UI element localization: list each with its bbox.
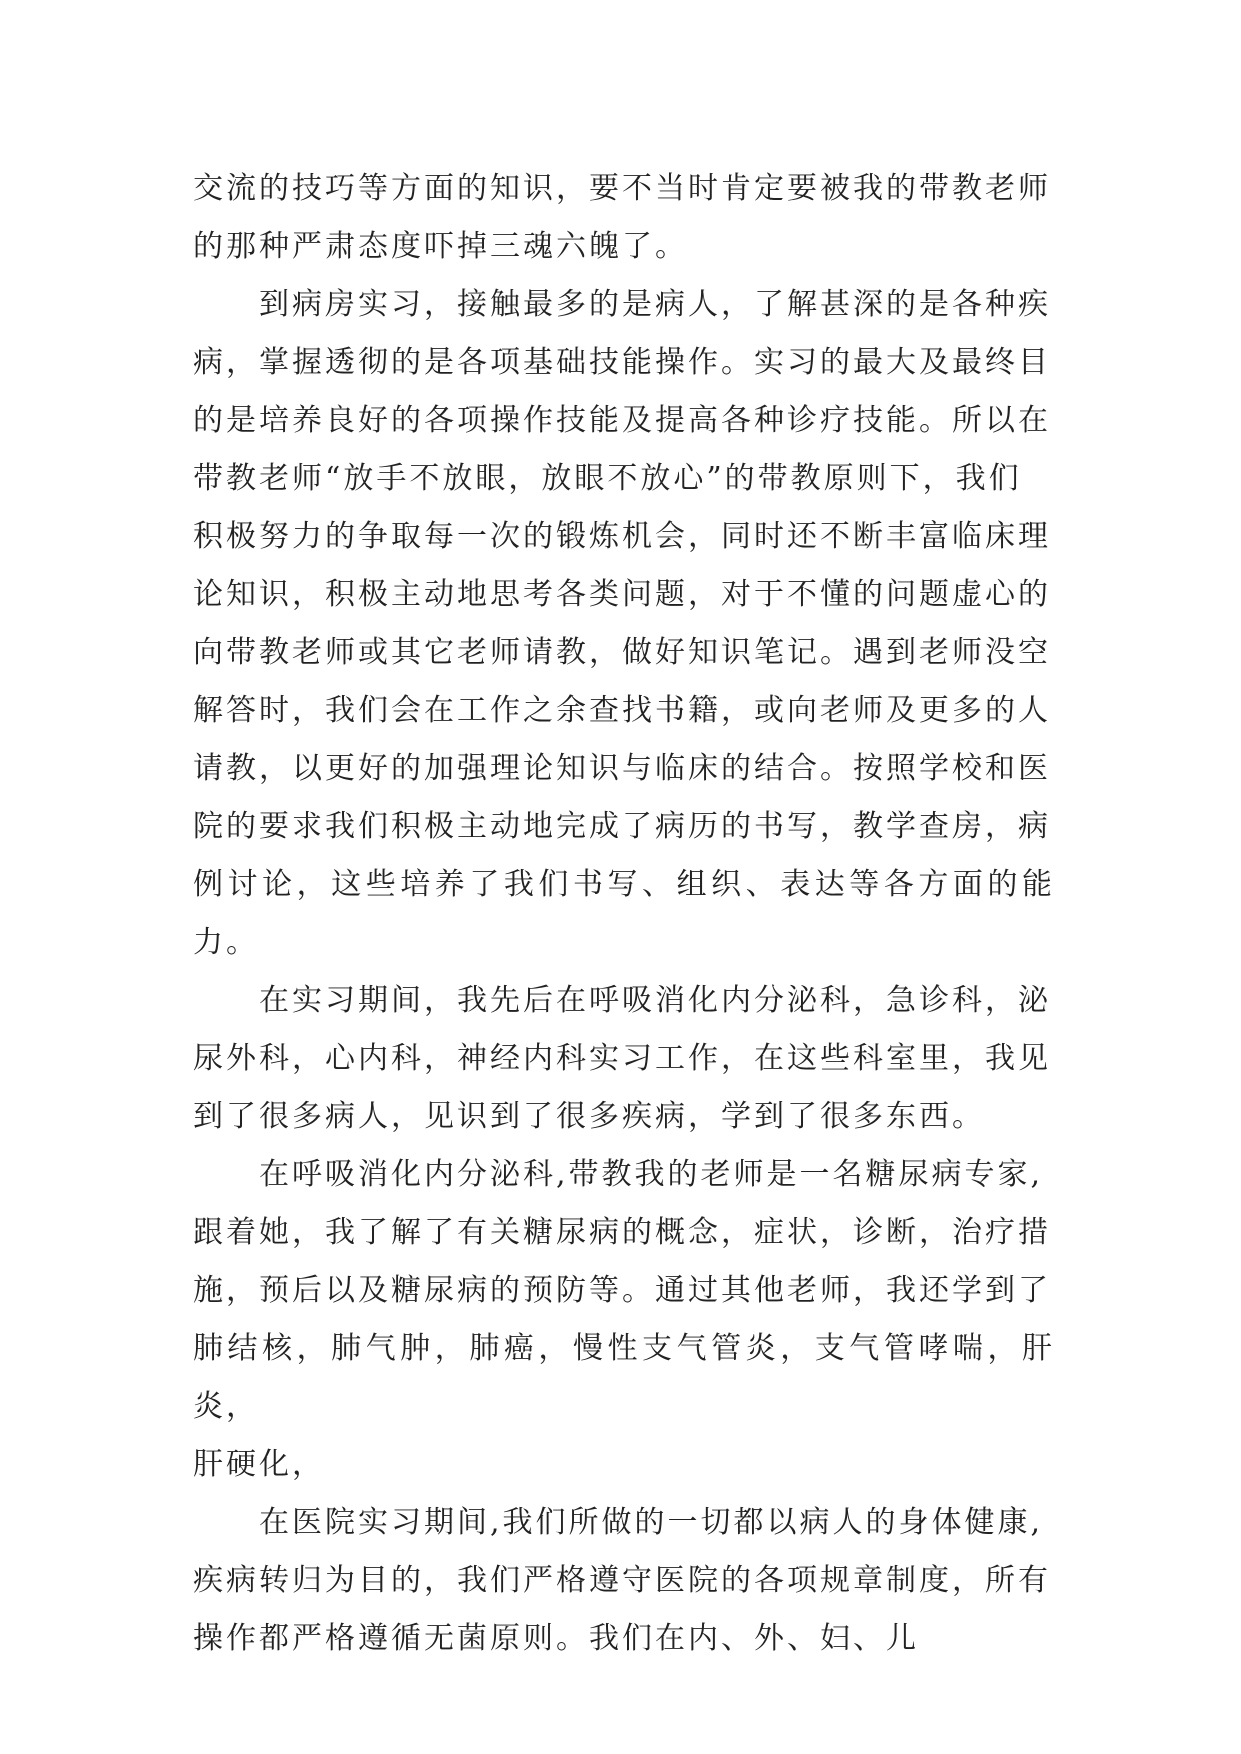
text-line: 到了很多病人，见识到了很多疾病，学到了很多东西。 [193, 1099, 985, 1134]
text-line: 跟着她，我了解了有关糖尿病的概念，症状，诊断，治疗措 [193, 1215, 1051, 1250]
text-line: 请教，以更好的加强理论知识与临床的结合。按照学校和医 [193, 751, 1051, 786]
text-line: 病，掌握透彻的是各项基础技能操作。实习的最大及最终目 [193, 345, 1051, 380]
text-line: 疾病转归为目的，我们严格遵守医院的各项规章制度，所有 [193, 1563, 1051, 1598]
text-line: 到病房实习，接触最多的是病人，了解甚深的是各种疾 [259, 287, 1051, 322]
text-line: 肝硬化， [193, 1447, 325, 1482]
text-line: 解答时，我们会在工作之余查找书籍，或向老师及更多的人 [193, 693, 1051, 728]
text-line: 肺结核，肺气肿，肺癌，慢性支气管炎，支气管哮喘，肝炎， [193, 1331, 1055, 1424]
paragraph-1 [193, 160, 1055, 276]
text-line: 在实习期间，我先后在呼吸消化内分泌科，急诊科，泌 [259, 983, 1051, 1018]
text-line: 向带教老师或其它老师请教，做好知识笔记。遇到老师没空 [193, 635, 1051, 670]
text-line: 论知识，积极主动地思考各类问题，对于不懂的问题虚心的 [193, 577, 1051, 612]
text-line: 的那种严肃态度吓掉三魂六魄了。 [193, 229, 688, 264]
text-line: 在医院实习期间,我们所做的一切都以病人的身体健康, [259, 1505, 1044, 1540]
paragraph-3 [193, 972, 1055, 1146]
text-line: 在呼吸消化内分泌科,带教我的老师是一名糖尿病专家, [259, 1157, 1044, 1192]
document-body [193, 160, 1055, 1668]
text-line: 施，预后以及糖尿病的预防等。通过其他老师，我还学到了 [193, 1273, 1051, 1308]
text-line: 带教老师“放手不放眼，放眼不放心”的带教原则下，我们 [193, 461, 1022, 496]
paragraph-4 [193, 1146, 1055, 1494]
text-line: 院的要求我们积极主动地完成了病历的书写，教学查房，病 [193, 809, 1051, 844]
text-line: 的是培养良好的各项操作技能及提高各种诊疗技能。所以在 [193, 403, 1051, 438]
paragraph-2 [193, 276, 1055, 972]
paragraph-5 [193, 1494, 1055, 1668]
text-line: 尿外科，心内科，神经内科实习工作，在这些科室里，我见 [193, 1041, 1051, 1076]
text-line: 交流的技巧等方面的知识，要不当时肯定要被我的带教老师 [193, 171, 1051, 206]
text-line: 操作都严格遵循无菌原则。我们在内、外、妇、儿 [193, 1621, 919, 1656]
text-line: 积极努力的争取每一次的锻炼机会，同时还不断丰富临床理 [193, 519, 1051, 554]
text-line: 例讨论，这些培养了我们书写、组织、表达等各方面的能力。 [193, 867, 1055, 960]
